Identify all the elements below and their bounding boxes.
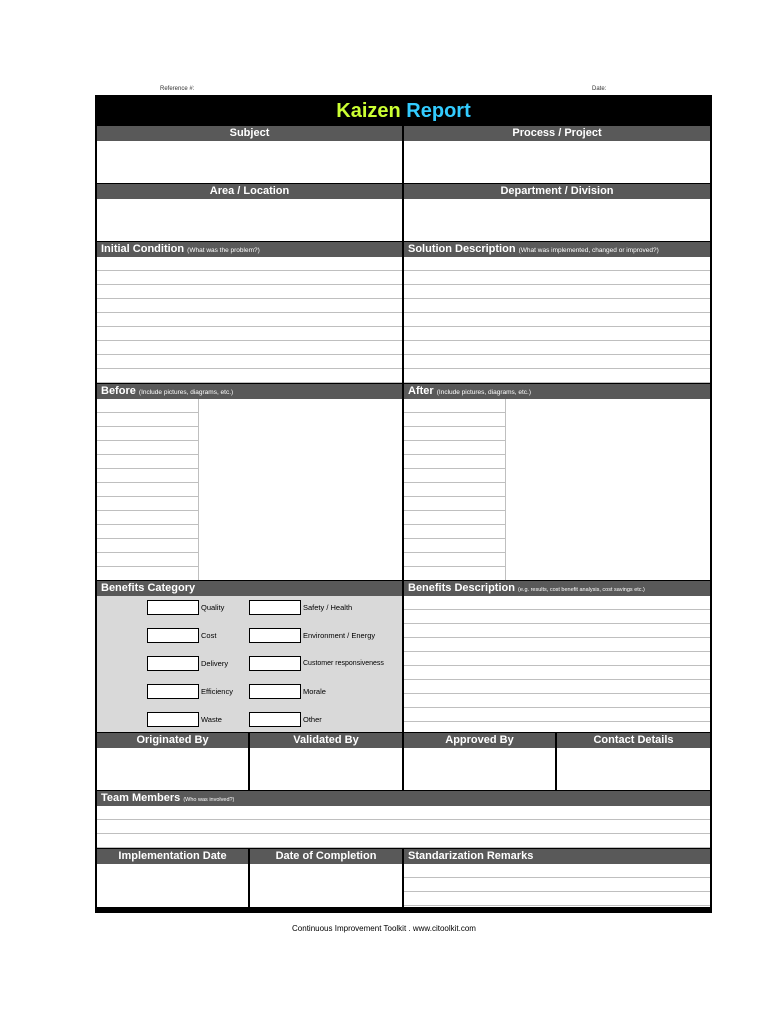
before-header: [97, 384, 402, 399]
approved-by-field[interactable]: [404, 748, 555, 790]
standardization-remarks-field[interactable]: [404, 864, 710, 907]
cost-checkbox[interactable]: [147, 628, 199, 643]
title-word-report: Report: [406, 100, 471, 122]
date-label: Date:: [592, 86, 607, 92]
quality-checkbox[interactable]: [147, 600, 199, 615]
date-of-completion-field[interactable]: [250, 864, 402, 907]
benefits-description-label: Benefits Description: [408, 582, 515, 594]
after-note: (Include pictures, diagrams, etc.): [436, 389, 532, 396]
validated-by-header: Validated By: [250, 733, 402, 748]
process-project-field[interactable]: [404, 141, 710, 183]
team-members-label: Team Members: [101, 792, 181, 804]
benefits-description-header: [404, 581, 710, 596]
efficiency-label: Efficiency: [201, 687, 233, 696]
benefits-category-header: Benefits Category: [97, 581, 402, 596]
other-label: Other: [303, 715, 322, 724]
morale-checkbox[interactable]: [249, 684, 301, 699]
process-project-header: Process / Project: [404, 126, 710, 141]
area-location-header: Area / Location: [97, 184, 402, 199]
before-notes-column[interactable]: [97, 399, 199, 580]
before-label: Before: [101, 385, 136, 397]
environment-energy-checkbox[interactable]: [249, 628, 301, 643]
subject-field[interactable]: [97, 141, 402, 183]
delivery-checkbox[interactable]: [147, 656, 199, 671]
team-members-note: (Who was involved?): [183, 797, 235, 803]
department-division-field[interactable]: [404, 199, 710, 241]
footer-text: Continuous Improvement Toolkit . www.citoolkit.com: [292, 924, 476, 933]
implementation-date-field[interactable]: [97, 864, 248, 907]
safety-health-checkbox[interactable]: [249, 600, 301, 615]
after-label: After: [408, 385, 434, 397]
reference-label: Reference #:: [160, 86, 195, 92]
subject-header: Subject: [97, 126, 402, 141]
solution-description-field[interactable]: [404, 257, 710, 383]
before-area[interactable]: [97, 399, 402, 580]
originated-by-header: Originated By: [97, 733, 248, 748]
solution-description-note: (What was implemented, changed or improved?): [518, 247, 659, 254]
after-header: [404, 384, 710, 399]
date-of-completion-header: Date of Completion: [250, 849, 402, 864]
before-note: (Include pictures, diagrams, etc.): [138, 389, 234, 396]
solution-description-header: [404, 242, 710, 257]
morale-label: Morale: [303, 687, 326, 696]
safety-health-label: Safety / Health: [303, 603, 353, 612]
department-division-header: Department / Division: [404, 184, 710, 199]
efficiency-checkbox[interactable]: [147, 684, 199, 699]
standardization-remarks-header: Standarization Remarks: [404, 849, 710, 864]
other-checkbox[interactable]: [249, 712, 301, 727]
customer-responsiveness-checkbox[interactable]: [249, 656, 301, 671]
solution-description-label: Solution Description: [408, 243, 516, 255]
title-word-kaizen: Kaizen: [336, 100, 401, 122]
initial-condition-note: (What was the problem?): [187, 247, 260, 254]
initial-condition-header: [97, 242, 402, 257]
validated-by-field[interactable]: [250, 748, 402, 790]
after-area[interactable]: [404, 399, 710, 580]
originated-by-field[interactable]: [97, 748, 248, 790]
implementation-date-header: Implementation Date: [97, 849, 248, 864]
environment-energy-label: Environment / Energy: [303, 631, 376, 640]
waste-checkbox[interactable]: [147, 712, 199, 727]
approved-by-header: Approved By: [404, 733, 555, 748]
benefits-description-note: (e.g. results, cost benefit analysis, cost savings etc.): [518, 587, 645, 593]
initial-condition-field[interactable]: [97, 257, 402, 383]
initial-condition-label: Initial Condition: [101, 243, 185, 255]
report-title: [95, 96, 712, 126]
delivery-label: Delivery: [201, 659, 229, 668]
team-members-field[interactable]: [97, 806, 710, 848]
team-members-header: [97, 791, 710, 806]
cost-label: Cost: [201, 631, 217, 640]
quality-label: Quality: [201, 603, 225, 612]
contact-details-header: Contact Details: [557, 733, 710, 748]
contact-details-field[interactable]: [557, 748, 710, 790]
benefits-category-area: [97, 596, 402, 732]
customer-responsiveness-label: Customer responsiveness: [303, 660, 384, 667]
benefits-description-field[interactable]: [404, 596, 710, 732]
waste-label: Waste: [201, 715, 222, 724]
area-location-field[interactable]: [97, 199, 402, 241]
after-notes-column[interactable]: [404, 399, 506, 580]
